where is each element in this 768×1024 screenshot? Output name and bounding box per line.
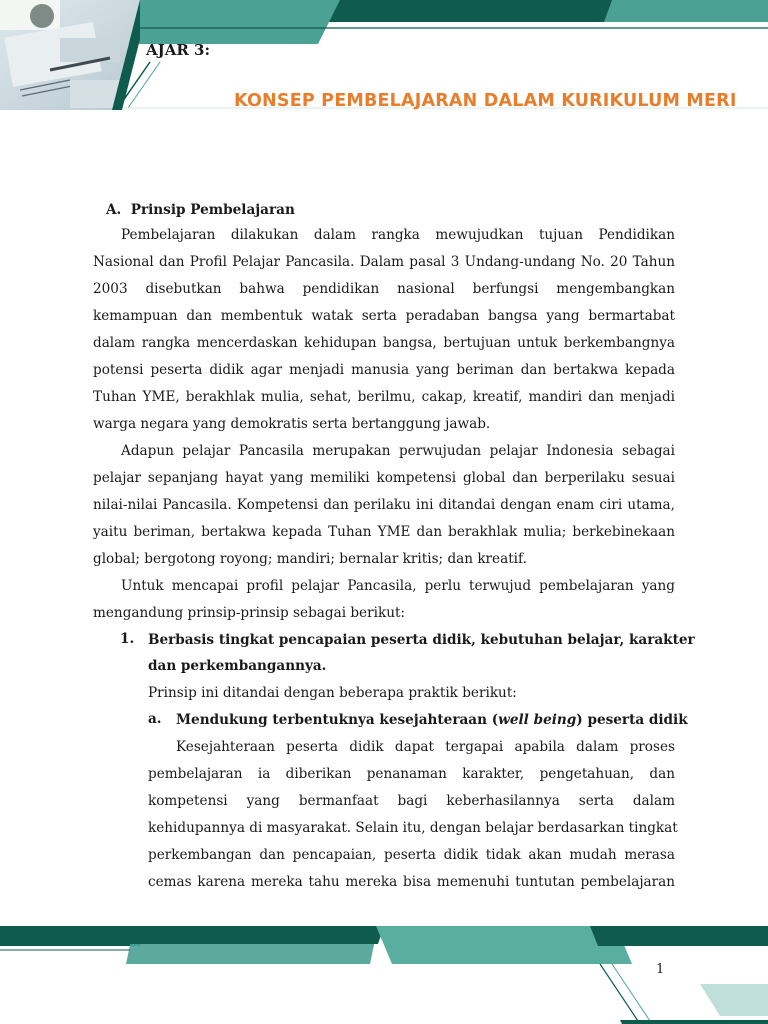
paragraph-line: potensi peserta didik agar menjadi manusia yang beriman dan bertakwa kepada — [93, 362, 675, 378]
paragraph-line: Adapun pelajar Pancasila merupakan perwujudan pelajar Indonesia sebagai — [121, 443, 675, 459]
paragraph-line: dalam rangka mencerdaskan kehidupan bangsa, bertujuan untuk berkembangnya — [93, 335, 675, 351]
sublist-line: kompetensi yang bermanfaat bagi keberhasilannya serta dalam — [148, 793, 675, 809]
list-heading-line: Berbasis tingkat pencapaian peserta didik, kebutuhan belajar, karakter — [148, 632, 695, 648]
list-intro: Prinsip ini ditandai dengan beberapa praktik berikut: — [148, 685, 517, 701]
sublist-line: perkembangan dan pencapaian, peserta didik tidak akan mudah merasa — [148, 847, 675, 863]
footer-dark-right — [590, 926, 768, 946]
sublist-line: Kesejahteraan peserta didik dapat tergapai apabila dalam proses — [176, 739, 675, 755]
paragraph-line: Pembelajaran dilakukan dalam rangka mewujudkan tujuan Pendidikan — [121, 227, 675, 243]
paragraph-line: mengandung prinsip-prinsip sebagai berikut: — [93, 605, 405, 621]
sublist-line: pembelajaran ia diberikan penanaman karakter, pengetahuan, dan — [148, 766, 675, 782]
footer-corner — [620, 1020, 768, 1024]
sublist-heading — [176, 711, 688, 729]
header-photo — [0, 0, 140, 110]
footer-diag-1 — [600, 964, 640, 1024]
paragraph-line: 2003 disebutkan bahwa pendidikan nasional berfungsi mengembangkan — [93, 281, 675, 297]
footer-diag-2 — [612, 964, 652, 1024]
sublist-heading-post: ) peserta didik — [576, 712, 688, 728]
paragraph-line: Untuk mencapai profil pelajar Pancasila, perlu terwujud pembelajaran yang — [121, 578, 675, 594]
sublist-letter: a. — [148, 711, 162, 727]
sublist-heading-italic: well being — [498, 712, 577, 728]
footer-corner-teal — [700, 984, 768, 1016]
paragraph-line: kemampuan dan membentuk watak serta peradaban bangsa yang bermartabat — [93, 308, 675, 324]
paragraph-line: global; bergotong royong; mandiri; bernalar kritis; dan kreatif. — [93, 551, 527, 567]
paragraph-line: Tuhan YME, berakhlak mulia, sehat, berilmu, cakap, kreatif, mandiri dan menjadi — [93, 389, 675, 405]
document-title: KONSEP PEMBELAJARAN DALAM KURIKULUM MERI — [234, 91, 737, 111]
section-marker: A. — [106, 202, 122, 218]
sublist-heading-pre: Mendukung terbentuknya kesejahteraan ( — [176, 712, 499, 728]
paragraph-line: pelajar sepanjang hayat yang memiliki kompetensi global dan berperilaku sesuai — [93, 470, 675, 486]
paragraph-line: warga negara yang demokratis serta bertanggung jawab. — [93, 416, 491, 432]
section-heading — [106, 202, 295, 218]
footer-decoration — [0, 924, 768, 1024]
chapter-label: AJAR 3: — [146, 41, 211, 59]
list-number: 1. — [120, 631, 135, 647]
footer-dark-band — [94, 926, 384, 944]
sublist-line: cemas karena mereka tahu mereka bisa memenuhi tuntutan pembelajaran — [148, 874, 675, 890]
paragraph-line: nilai-nilai Pancasila. Kompetensi dan perilaku ini ditandai dengan enam ciri utama, — [93, 497, 675, 513]
paragraph-line: Nasional dan Profil Pelajar Pancasila. Dalam pasal 3 Undang-undang No. 20 Tahun — [93, 254, 675, 270]
paragraph-line: yaitu beriman, bertakwa kepada Tuhan YME dan berakhlak mulia; berkebinekaan — [93, 524, 675, 540]
list-heading-line: dan perkembangannya. — [148, 658, 327, 674]
page-number: 1 — [656, 962, 665, 977]
section-heading-text: Prinsip Pembelajaran — [130, 202, 295, 218]
header-teal-right — [604, 0, 768, 22]
sublist-line: kehidupannya di masyarakat. Selain itu, dengan belajar berdasarkan tingkat — [148, 820, 678, 836]
